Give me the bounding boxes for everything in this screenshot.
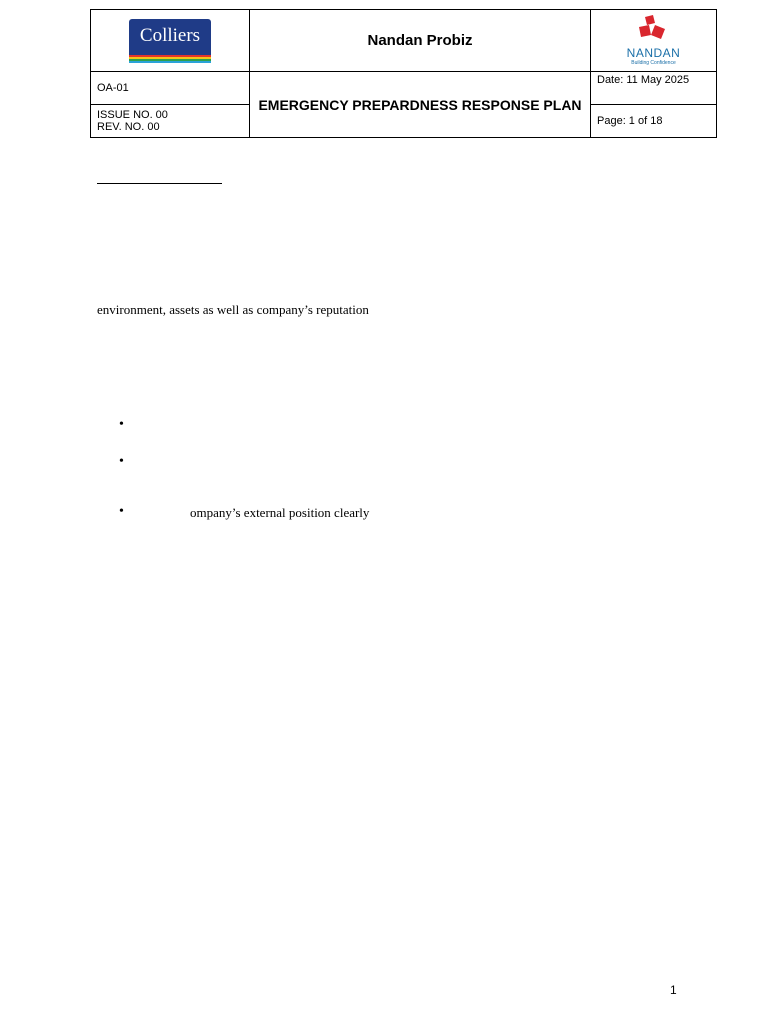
colliers-logo-cell	[91, 10, 250, 72]
bullet-point-1: •	[119, 417, 124, 432]
paragraph-fragment: environment, assets as well as company’s reputation	[97, 302, 369, 317]
doc-code: OA-01	[91, 72, 250, 105]
bullet-point-3: •	[119, 504, 124, 519]
issue-rev-cell	[91, 105, 250, 138]
document-title: EMERGENCY PREPARDNESS RESPONSE PLAN	[250, 72, 591, 138]
revision-number: REV. NO. 00	[97, 121, 160, 133]
nandan-logo-icon	[637, 15, 671, 41]
document-header-table	[90, 9, 717, 138]
nandan-logo-tagline: Building Confidence	[631, 60, 676, 66]
colliers-logo-text: Colliers	[139, 24, 201, 46]
heading-underline	[97, 183, 222, 184]
company-name: Nandan Probiz	[250, 10, 591, 72]
bullet-point-2: •	[119, 454, 124, 469]
colliers-logo-stripes	[129, 55, 211, 63]
issue-number: ISSUE NO. 00	[97, 109, 168, 121]
nandan-logo-text: NANDAN	[626, 46, 681, 60]
bullet-text-3: ompany’s external position clearly	[190, 505, 370, 520]
page-count: Page: 1 of 18	[591, 105, 717, 138]
page-number: 1	[670, 983, 677, 997]
colliers-logo	[129, 19, 211, 63]
nandan-logo-cell	[591, 10, 717, 72]
document-date: Date: 11 May 2025	[591, 72, 717, 105]
